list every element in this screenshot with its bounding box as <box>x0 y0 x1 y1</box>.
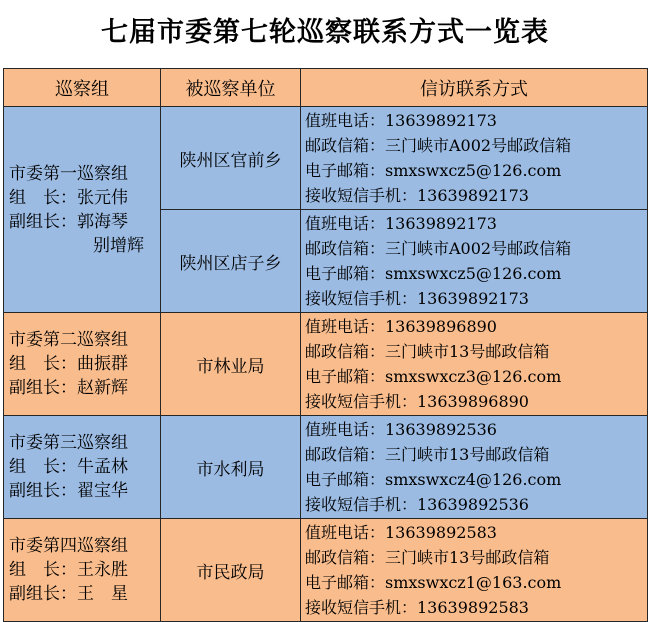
postal-box: 邮政信箱：三门峡市A002号邮政信箱 <box>305 239 572 258</box>
group-name: 市委第四巡察组 <box>9 536 128 556</box>
unit-cell: 市水利局 <box>161 416 301 519</box>
group-cell <box>4 416 161 519</box>
table-row <box>4 313 648 416</box>
sms-phone: 接收短信手机：13639892583 <box>305 598 529 617</box>
group-name: 市委第三巡察组 <box>9 433 128 453</box>
contact-table <box>3 68 648 622</box>
group-cell <box>4 519 161 622</box>
email: 电子邮箱：smxswxcz5@126.com <box>305 161 562 180</box>
sms-phone: 接收短信手机：13639892173 <box>305 186 529 205</box>
group-name: 市委第一巡察组 <box>9 163 128 184</box>
header-group: 巡察组 <box>4 69 161 107</box>
group-deputy: 副组长：王 星 <box>9 584 128 604</box>
duty-phone: 值班电话：13639892583 <box>305 523 497 542</box>
group-leader: 组 长：牛孟林 <box>9 457 128 477</box>
postal-box: 邮政信箱：三门峡市A002号邮政信箱 <box>305 136 572 155</box>
sms-phone: 接收短信手机：13639892173 <box>305 289 529 308</box>
group-deputy-2: 别增辉 <box>93 235 144 256</box>
email: 电子邮箱：smxswxcz1@163.com <box>305 573 562 592</box>
duty-phone: 值班电话：13639892173 <box>305 111 497 130</box>
unit-cell: 陕州区官前乡 <box>161 107 301 210</box>
page-title: 七届市委第七轮巡察联系方式一览表 <box>101 17 549 48</box>
group-deputy: 副组长：赵新辉 <box>9 378 128 398</box>
contact-cell <box>301 210 648 313</box>
group-name: 市委第二巡察组 <box>9 330 128 350</box>
sms-phone: 接收短信手机：13639892536 <box>305 495 529 514</box>
email: 电子邮箱：smxswxcz5@126.com <box>305 264 562 283</box>
postal-box: 邮政信箱：三门峡市13号邮政信箱 <box>305 548 550 567</box>
unit-cell: 陕州区店子乡 <box>161 210 301 313</box>
unit-cell: 市民政局 <box>161 519 301 622</box>
group-deputy: 副组长：翟宝华 <box>9 481 128 501</box>
group-deputy: 副组长：郭海琴 <box>9 211 128 232</box>
group-cell <box>4 107 161 313</box>
sms-phone: 接收短信手机：13639896890 <box>305 392 529 411</box>
group-leader: 组 长：王永胜 <box>9 560 128 580</box>
postal-box: 邮政信箱：三门峡市13号邮政信箱 <box>305 445 550 464</box>
email: 电子邮箱：smxswxcz3@126.com <box>305 367 562 386</box>
unit-cell: 市林业局 <box>161 313 301 416</box>
group-leader: 组 长：张元伟 <box>9 187 128 208</box>
contact-cell <box>301 313 648 416</box>
email: 电子邮箱：smxswxcz4@126.com <box>305 470 562 489</box>
table-row <box>4 416 648 519</box>
duty-phone: 值班电话：13639892173 <box>305 214 497 233</box>
group-leader: 组 长：曲振群 <box>9 354 128 374</box>
contact-cell <box>301 107 648 210</box>
table-row <box>4 519 648 622</box>
duty-phone: 值班电话：13639896890 <box>305 317 497 336</box>
table-row <box>4 107 648 210</box>
postal-box: 邮政信箱：三门峡市13号邮政信箱 <box>305 342 550 361</box>
contact-cell <box>301 416 648 519</box>
table-header-row <box>4 69 648 107</box>
header-contact: 信访联系方式 <box>301 69 648 107</box>
group-cell <box>4 313 161 416</box>
header-unit: 被巡察单位 <box>161 69 301 107</box>
duty-phone: 值班电话：13639892536 <box>305 420 497 439</box>
contact-cell <box>301 519 648 622</box>
